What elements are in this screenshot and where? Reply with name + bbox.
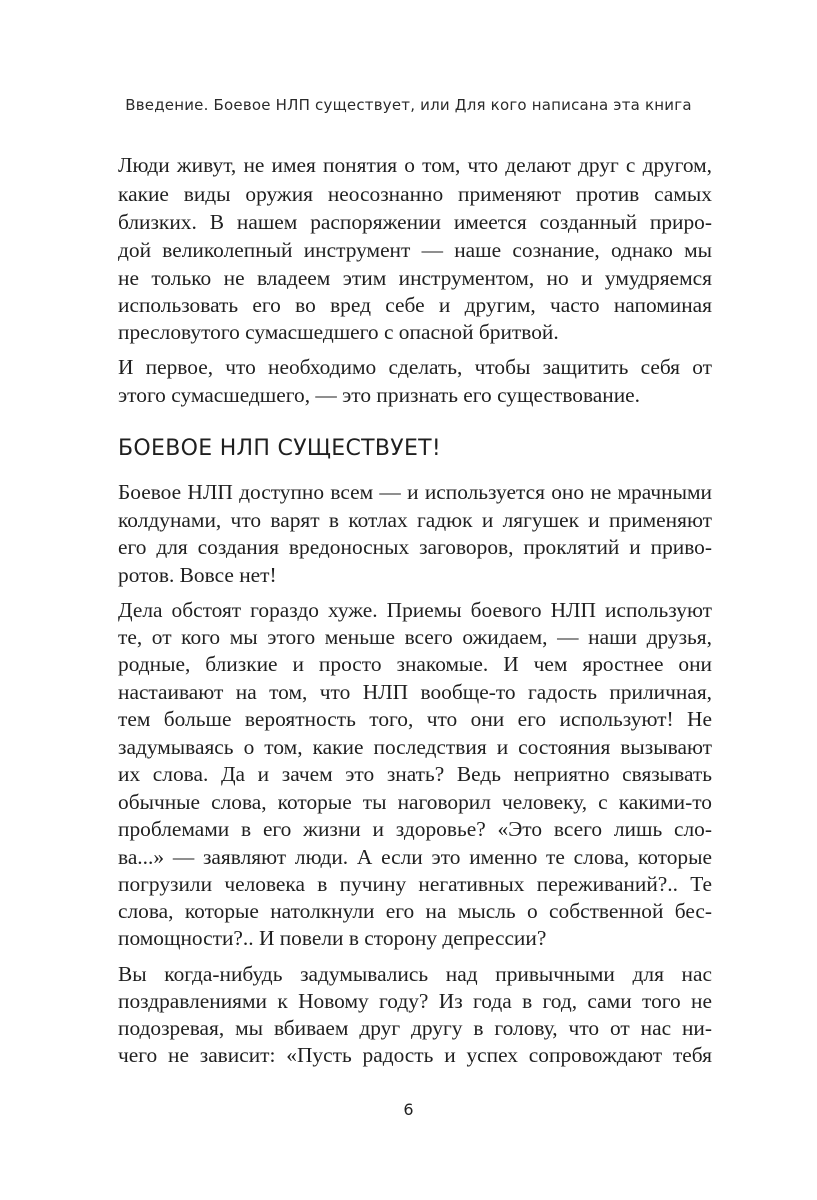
text-line: ва...» — заявляют люди. А если это именно те слова, которые xyxy=(118,845,712,869)
text-line: Дела обстоят гораздо хуже. Приемы боевого НЛП используют xyxy=(118,598,712,622)
text-line: те, от кого мы этого меньше всего ожидаем, — наши друзья, xyxy=(118,625,712,649)
text-line: Боевое НЛП доступно всем — и используется оно не мрачными xyxy=(118,480,712,504)
text-line: колдунами, что варят в котлах гадюк и лягушек и применяют xyxy=(118,508,712,532)
text-line: родные, близкие и просто знакомые. И чем яростнее они xyxy=(118,652,712,676)
text-line: этого сумасшедшего, — это признать его существование. xyxy=(118,383,641,407)
text-line: проблемами в его жизни и здоровье? «Это всего лишь сло- xyxy=(118,817,712,841)
text-line: Вы когда-нибудь задумывались над привычными для нас xyxy=(118,962,712,986)
text-line: не только не владеем этим инструментом, но и умудряемся xyxy=(118,266,712,290)
text-line: подозревая, мы вбиваем друг другу в голову, что от нас ни- xyxy=(118,1016,712,1040)
text-line: настаивают на том, что НЛП вообще-то гадость приличная, xyxy=(118,680,712,704)
text-line: дой великолепный инструмент — наше сознание, однако мы xyxy=(118,238,712,262)
page-number: 6 xyxy=(403,1100,414,1119)
text-line: близких. В нашем распоряжении имеется созданный приро- xyxy=(118,210,712,234)
text-line: его для создания вредоносных заговоров, проклятий и приво- xyxy=(118,535,712,559)
text-line: задумываясь о том, какие последствия и состояния вызывают xyxy=(118,735,712,759)
text-line: ротов. Вовсе нет! xyxy=(118,563,277,587)
text-line: использовать его во вред себе и другим, часто напоминая xyxy=(118,293,712,317)
text-line: чего не зависит: «Пусть радость и успех сопровождают тебя xyxy=(118,1043,712,1067)
text-line: помощности?.. И повели в сторону депрессии? xyxy=(118,926,547,950)
running-header: Введение. Боевое НЛП существует, или Для кого написана эта книга xyxy=(125,96,692,114)
text-line: погрузили человека в пучину негативных переживаний?.. Те xyxy=(118,872,712,896)
text-line: какие виды оружия неосознанно применяют против самых xyxy=(118,182,712,206)
text-line: И первое, что необходимо сделать, чтобы защитить себя от xyxy=(118,355,712,379)
text-line: поздравлениями к Новому году? Из года в год, сами того не xyxy=(118,989,712,1013)
text-line: пресловутого сумасшедшего с опасной бритвой. xyxy=(118,320,559,344)
text-line: Люди живут, не имея понятия о том, что делают друг с другом, xyxy=(118,153,712,177)
text-line: тем больше вероятность того, что они его используют! Не xyxy=(118,707,712,731)
section-heading: БОЕВОЕ НЛП СУЩЕСТВУЕТ! xyxy=(118,436,442,461)
text-line: обычные слова, которые ты наговорил человеку, с какими-то xyxy=(118,790,712,814)
text-line: слова, которые натолкнули его на мысль о собственной бес- xyxy=(118,899,712,923)
text-line: их слова. Да и зачем это знать? Ведь неприятно связывать xyxy=(118,762,712,786)
